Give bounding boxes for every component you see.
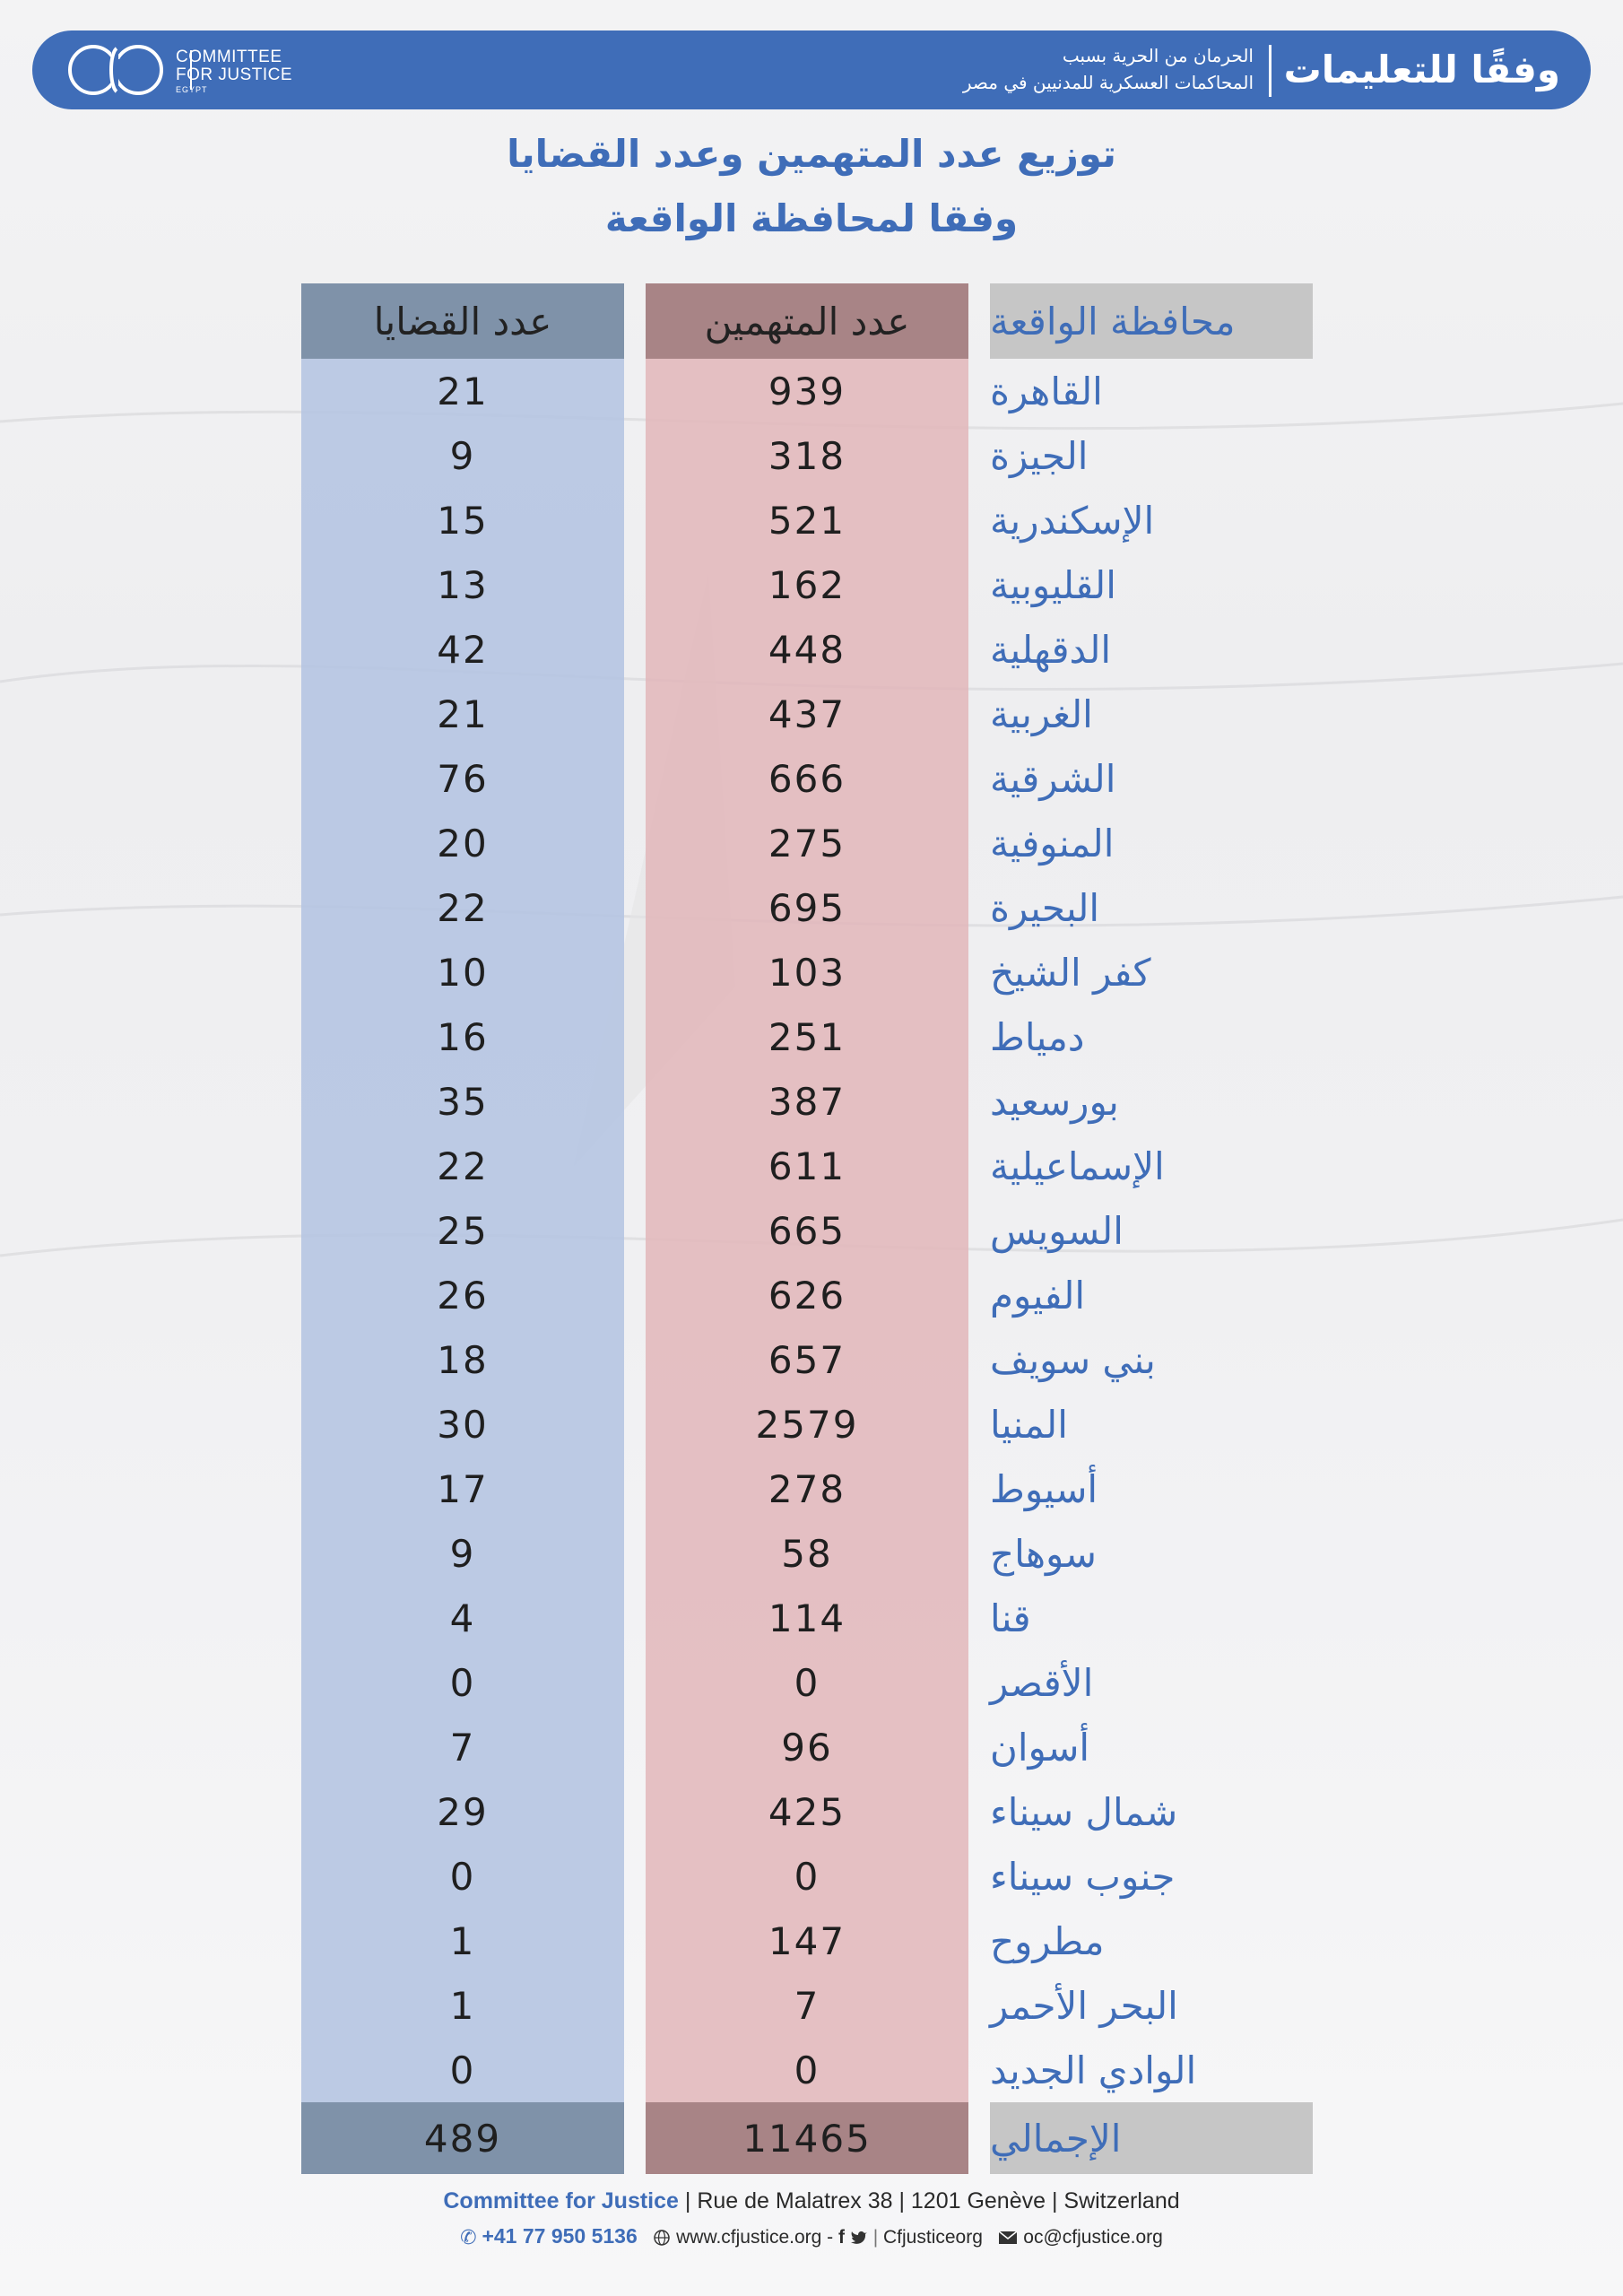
- governorate-cell: كفر الشيخ: [990, 950, 1151, 995]
- cases-cell: 4: [449, 1596, 476, 1640]
- header-bar: [32, 30, 1591, 109]
- cases-cell: 15: [437, 498, 489, 543]
- cases-cell: 7: [449, 1725, 476, 1770]
- governorate-cell: القليوبية: [990, 562, 1116, 607]
- accused-cell: 162: [768, 562, 846, 607]
- header-title: وفقًا للتعليمات: [1283, 48, 1560, 91]
- governorate-cell: قنا: [990, 1596, 1031, 1640]
- accused-cell: 425: [768, 1789, 846, 1834]
- footer-social-handle[interactable]: Cfjusticeorg: [883, 2227, 983, 2248]
- governorate-list: [990, 359, 1313, 2102]
- cases-cell: 0: [449, 2048, 476, 2092]
- cases-cell: 9: [449, 433, 476, 478]
- page-title-line-2: وفقا لمحافظة الواقعة: [604, 196, 1019, 240]
- accused-cell: 114: [768, 1596, 846, 1640]
- cases-cell: 0: [449, 1854, 476, 1899]
- footer-phone[interactable]: +41 77 950 5136: [482, 2224, 638, 2248]
- governorate-cell: أسيوط: [990, 1466, 1098, 1511]
- governorate-cell: بورسعيد: [990, 1079, 1119, 1124]
- governorate-cell: الغربية: [990, 691, 1093, 736]
- accused-header: عدد المتهمين: [646, 283, 968, 359]
- accused-cell: 147: [768, 1918, 846, 1963]
- governorate-cell: أسوان: [990, 1725, 1090, 1770]
- accused-total: 11465: [646, 2102, 968, 2174]
- accused-cell: 103: [768, 950, 846, 995]
- accused-cell: 695: [768, 885, 846, 930]
- governorate-cell: السويس: [990, 1208, 1124, 1253]
- footer-email[interactable]: oc@cfjustice.org: [1023, 2227, 1163, 2248]
- header-subtitle-line-2: المحاكمات العسكرية للمدنيين في مصر: [962, 72, 1254, 93]
- cases-cell: 30: [437, 1402, 489, 1447]
- governorate-cell: جنوب سيناء: [990, 1854, 1176, 1899]
- cases-cell: 1: [449, 1983, 476, 2028]
- cases-cell: 16: [437, 1014, 489, 1059]
- governorate-cell: الإسماعيلية: [990, 1144, 1165, 1188]
- cases-cell: 26: [437, 1273, 489, 1318]
- cases-cell: 20: [437, 821, 489, 865]
- accused-list: [646, 359, 968, 2102]
- governorate-cell: شمال سيناء: [990, 1789, 1178, 1834]
- facebook-icon[interactable]: f: [838, 2227, 846, 2248]
- governorate-cell: المنوفية: [990, 821, 1115, 865]
- accused-cell: 7: [794, 1983, 820, 2028]
- accused-column: [646, 283, 968, 2174]
- footer-website[interactable]: www.cfjustice.org -: [676, 2227, 834, 2248]
- governorate-cell: الجيزة: [990, 433, 1089, 478]
- accused-cell: 96: [781, 1725, 833, 1770]
- governorate-cell: البحر الأحمر: [990, 1983, 1178, 2028]
- governorate-cell: المنيا: [990, 1402, 1068, 1447]
- governorate-cell: الإسكندرية: [990, 498, 1155, 543]
- accused-cell: 275: [768, 821, 846, 865]
- accused-cell: 58: [781, 1531, 833, 1576]
- accused-cell: 2579: [755, 1402, 859, 1447]
- cases-total: 489: [301, 2102, 624, 2174]
- cases-cell: 1: [449, 1918, 476, 1963]
- accused-cell: 278: [768, 1466, 846, 1511]
- cases-cell: 17: [437, 1466, 489, 1511]
- accused-cell: 251: [768, 1014, 846, 1059]
- footer-address: [0, 2188, 1623, 2214]
- governorate-cell: سوهاج: [990, 1531, 1097, 1576]
- governorate-cell: مطروح: [990, 1918, 1105, 1963]
- governorate-cell: الأقصر: [990, 1660, 1094, 1705]
- accused-cell: 521: [768, 498, 846, 543]
- cases-cell: 21: [437, 691, 489, 736]
- accused-cell: 657: [768, 1337, 846, 1382]
- footer-contacts: ✆ +41 77 950 5136 www.cfjustice.org - f | Cfjusticeorg oc@cfjustice.org: [460, 2224, 1163, 2249]
- header-separator: [1269, 45, 1271, 97]
- globe-icon: [653, 2229, 671, 2247]
- governorate-column: [990, 283, 1313, 2174]
- cases-cell: 35: [437, 1079, 489, 1124]
- twitter-icon[interactable]: [850, 2230, 868, 2246]
- phone-icon: ✆: [460, 2226, 477, 2249]
- governorate-cell: البحيرة: [990, 885, 1100, 930]
- cases-list: [301, 359, 624, 2102]
- logo-text: [176, 48, 292, 94]
- cases-cell: 18: [437, 1337, 489, 1382]
- accused-cell: 0: [794, 1660, 820, 1705]
- cases-header: عدد القضايا: [301, 283, 624, 359]
- governorate-cell: دمياط: [990, 1014, 1085, 1059]
- accused-cell: 665: [768, 1208, 846, 1253]
- cases-cell: 22: [437, 885, 489, 930]
- header-subtitle: [877, 42, 1254, 96]
- header-subtitle-line-1: الحرمان من الحرية بسبب: [1062, 45, 1254, 66]
- accused-cell: 626: [768, 1273, 846, 1318]
- governorate-cell: الفيوم: [990, 1273, 1086, 1318]
- cases-cell: 22: [437, 1144, 489, 1188]
- cases-cell: 13: [437, 562, 489, 607]
- footer-org-name: Committee for Justice: [443, 2188, 679, 2213]
- footer-address-text: | Rue de Malatrex 38 | 1201 Genève | Switzerland: [684, 2188, 1180, 2213]
- cases-cell: 25: [437, 1208, 489, 1253]
- cases-cell: 10: [437, 950, 489, 995]
- cases-cell: 0: [449, 1660, 476, 1705]
- accused-cell: 387: [768, 1079, 846, 1124]
- accused-cell: 939: [768, 369, 846, 413]
- governorate-cell: الشرقية: [990, 756, 1116, 801]
- accused-cell: 448: [768, 627, 846, 672]
- logo-line-2: FOR JUSTICE: [176, 65, 293, 84]
- cases-cell: 42: [437, 627, 489, 672]
- accused-cell: 437: [768, 691, 846, 736]
- governorate-cell: الدقهلية: [990, 627, 1112, 672]
- accused-cell: 0: [794, 2048, 820, 2092]
- accused-cell: 611: [768, 1144, 846, 1188]
- governorate-cell: القاهرة: [990, 369, 1103, 413]
- logo-line-1: COMMITTEE: [176, 48, 282, 66]
- governorate-cell: بني سويف: [990, 1337, 1156, 1382]
- page-title-line-1: توزيع عدد المتهمين وعدد القضايا: [507, 132, 1116, 176]
- accused-cell: 0: [794, 1854, 820, 1899]
- email-icon: [998, 2231, 1018, 2245]
- cases-cell: 76: [437, 756, 489, 801]
- cases-column: [301, 283, 624, 2174]
- governorate-total: الإجمالي: [990, 2102, 1313, 2174]
- logo-line-3: EGYPT: [176, 84, 208, 94]
- accused-cell: 318: [768, 433, 846, 478]
- cases-cell: 9: [449, 1531, 476, 1576]
- governorate-header: محافظة الواقعة: [990, 283, 1313, 359]
- cases-cell: 21: [437, 369, 489, 413]
- accused-cell: 666: [768, 756, 846, 801]
- governorate-cell: الوادي الجديد: [990, 2048, 1197, 2092]
- cases-cell: 29: [437, 1789, 489, 1834]
